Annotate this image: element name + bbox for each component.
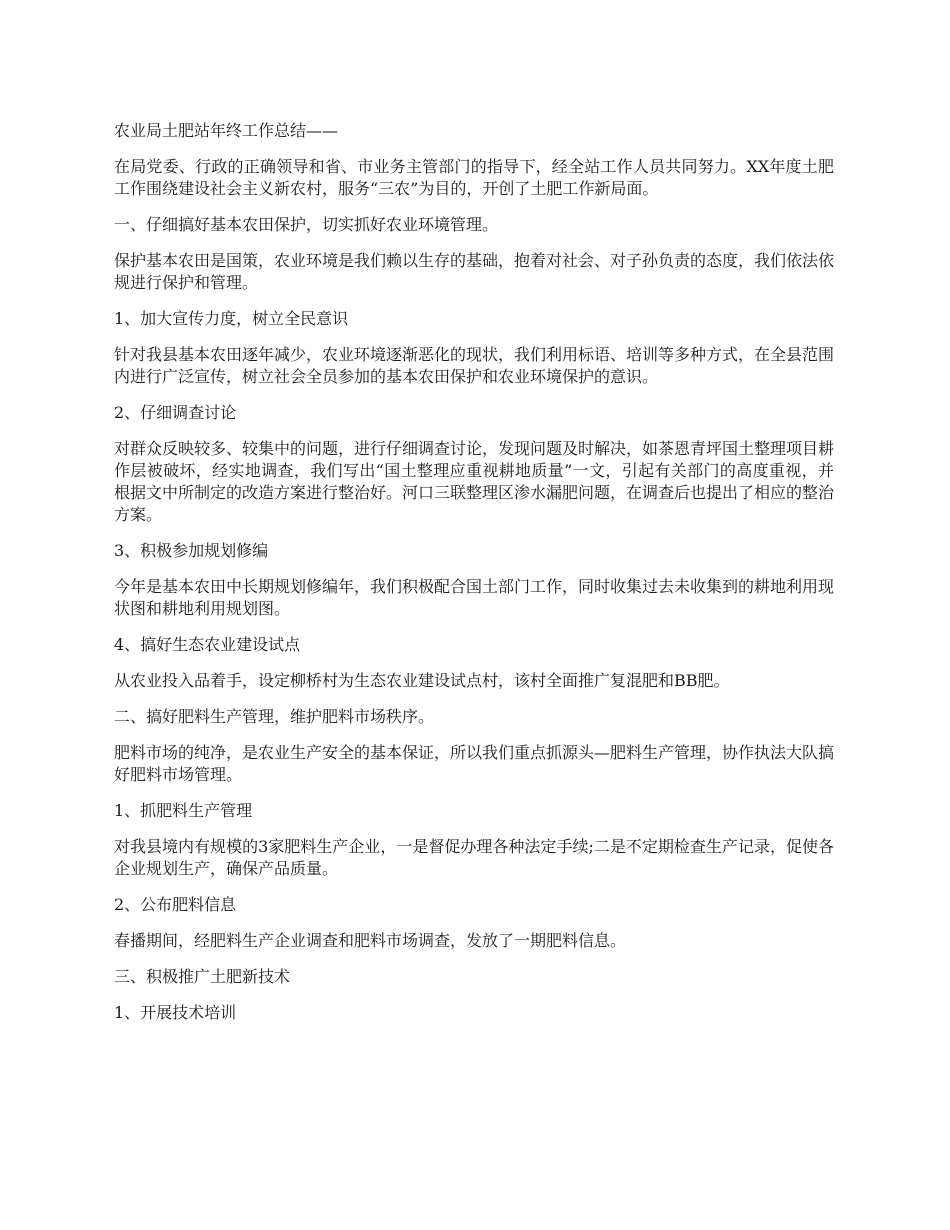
subsection-heading: 2、仔细调查讨论 <box>114 403 237 422</box>
subsection-heading: 2、公布肥料信息 <box>114 895 237 914</box>
document-title: 农业局土肥站年终工作总结—— <box>114 121 339 140</box>
subsection-heading: 1、开展技术培训 <box>114 1003 237 1022</box>
paragraph: 针对我县基本农田逐年减少，农业环境逐渐恶化的现状，我们利用标语、培训等多种方式，在全县范围内进行广泛宣传，树立社会全员参加的基本农田保护和农业环境保护的意识。 <box>114 345 835 386</box>
paragraph: 春播期间，经肥料生产企业调查和肥料市场调查，发放了一期肥料信息。 <box>114 931 627 950</box>
paragraph: 肥料市场的纯净，是农业生产安全的基本保证，所以我们重点抓源头—肥料生产管理，协作执法大队搞好肥料市场管理。 <box>114 743 835 784</box>
section-heading: 一、仔细搞好基本农田保护，切实抓好农业环境管理。 <box>114 215 499 234</box>
subsection-heading: 4、搞好生态农业建设试点 <box>114 635 301 654</box>
paragraph: 对我县境内有规模的3家肥料生产企业，一是督促办理各种法定手续;二是不定期检查生产记录，促使各企业规划生产，确保产品质量。 <box>114 837 834 878</box>
paragraph: 今年是基本农田中长期规划修编年，我们积极配合国土部门工作，同时收集过去未收集到的耕地利用现状图和耕地利用规划图。 <box>114 577 835 618</box>
paragraph: 对群众反映较多、较集中的问题，进行仔细调查讨论，发现问题及时解决，如茶恩青坪国土整理项目耕作层被破坏，经实地调查，我们写出“国土整理应重视耕地质量”一文，引起有关部门的高度重视，并根据文中所制定的改造方案进行整治好。河口三联整理区渗水漏肥问题，在调查后也提出了相应的整治方案。 <box>114 439 835 524</box>
section-heading: 三、积极推广土肥新技术 <box>114 967 291 986</box>
subsection-heading: 1、加大宣传力度，树立全民意识 <box>114 309 349 328</box>
document-page <box>114 120 834 1038</box>
paragraph: 保护基本农田是国策，农业环境是我们赖以生存的基础，抱着对社会、对子孙负责的态度，我们依法依规进行保护和管理。 <box>114 251 835 292</box>
section-heading: 二、搞好肥料生产管理，维护肥料市场秩序。 <box>114 707 435 726</box>
subsection-heading: 1、抓肥料生产管理 <box>114 801 253 820</box>
paragraph: 在局党委、行政的正确领导和省、市业务主管部门的指导下，经全站工作人员共同努力。XX年度土肥工作围绕建设社会主义新农村，服务“三农”为目的，开创了土肥工作新局面。 <box>114 157 834 198</box>
paragraph: 从农业投入品着手，设定柳桥村为生态农业建设试点村，该村全面推广复混肥和BB肥。 <box>114 671 730 690</box>
subsection-heading: 3、积极参加规划修编 <box>114 541 269 560</box>
